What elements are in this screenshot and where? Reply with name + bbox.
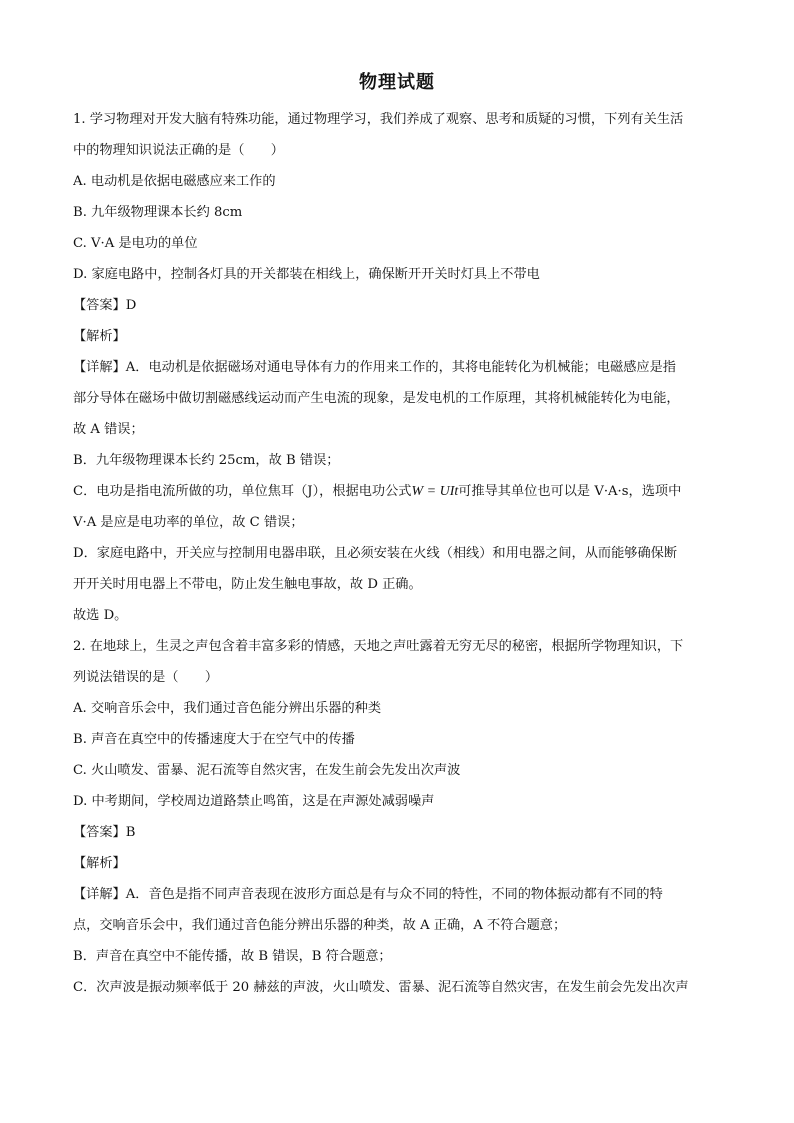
q1-detail-line-5-text-b: 可推导其单位也可以是 V·A·s，选项中 <box>458 484 682 499</box>
q1-detail-line-7: D．家庭电路中，开关应与控制用电器串联，且必须安装在火线（相线）和用电器之间，从而能够确保断 <box>73 546 678 561</box>
q2-detail-line-3: B．声音在真空中不能传播，故 B 错误，B 符合题意； <box>73 949 392 964</box>
q2-answer: 【答案】B <box>73 825 136 840</box>
q1-detail-line-3: 故 A 错误； <box>73 422 144 437</box>
q2-analysis-label: 【解析】 <box>73 856 126 871</box>
q1-option-b: B. 九年级物理课本长约 8cm <box>73 205 243 220</box>
q2-detail-line-4: C．次声波是振动频率低于 20 赫兹的声波，火山喷发、雷暴、泥石流等自然灾害，在发生前会先发出次声 <box>73 980 689 995</box>
q2-option-a: A. 交响音乐会中，我们通过音色能分辨出乐器的种类 <box>73 701 382 716</box>
q1-detail-line-6: V·A 是应是电功率的单位，故 C 错误； <box>73 515 304 530</box>
q1-detail-line-5-text-a: C．电功是指电流所做的功，单位焦耳（J），根据电功公式 <box>73 484 412 499</box>
page-title: 物理试题 <box>359 72 435 93</box>
q1-option-a: A. 电动机是依据电磁感应来工作的 <box>73 174 276 189</box>
q1-detail-line-5 <box>73 476 723 507</box>
q2-option-c: C. 火山喷发、雷暴、泥石流等自然灾害，在发生前会先发出次声波 <box>73 763 461 778</box>
q1-conclusion: 故选 D。 <box>73 608 128 623</box>
q1-stem-line-2: 中的物理知识说法正确的是（ ） <box>73 143 284 158</box>
q2-stem-line-2: 列说法错误的是（ ） <box>73 670 219 685</box>
q1-analysis-label: 【解析】 <box>73 329 126 344</box>
q1-detail-line-1: 【详解】A．电动机是依据磁场对通电导体有力的作用来工作的，其将电能转化为机械能；电磁感应是指 <box>73 360 676 375</box>
q1-detail-line-4: B．九年级物理课本长约 25cm，故 B 错误； <box>73 453 340 468</box>
q1-option-c: C. V·A 是电功的单位 <box>73 236 198 251</box>
q1-stem-line-1: 1. 学习物理对开发大脑有特殊功能，通过物理学习，我们养成了观察、思考和质疑的习惯，下列有关生活 <box>73 112 684 127</box>
q1-answer: 【答案】D <box>73 298 137 313</box>
q2-detail-line-2: 点，交响音乐会中，我们通过音色能分辨出乐器的种类，故 A 正确，A 不符合题意； <box>73 918 567 933</box>
q1-detail-line-2: 部分导体在磁场中做切割磁感线运动而产生电流的现象，是发电机的工作原理，其将机械能转化为电能， <box>73 391 680 406</box>
q1-detail-line-8: 开开关时用电器上不带电，防止发生触电事故，故 D 正确。 <box>73 577 422 592</box>
q2-option-d: D. 中考期间，学校周边道路禁止鸣笛，这是在声源处减弱噪声 <box>73 794 435 809</box>
q2-stem-line-1: 2. 在地球上，生灵之声包含着丰富多彩的情感，天地之声吐露着无穷无尽的秘密，根据所学物理知识，下 <box>73 639 684 654</box>
energy-formula: W = UIt <box>411 484 459 499</box>
q2-option-b: B. 声音在真空中的传播速度大于在空气中的传播 <box>73 732 355 747</box>
document-body <box>73 104 723 1003</box>
q1-option-d: D. 家庭电路中，控制各灯具的开关都装在相线上，确保断开开关时灯具上不带电 <box>73 267 540 282</box>
q2-detail-line-1: 【详解】A．音色是指不同声音表现在波形方面总是有与众不同的特性，不同的物体振动都有不同的特 <box>73 887 663 902</box>
